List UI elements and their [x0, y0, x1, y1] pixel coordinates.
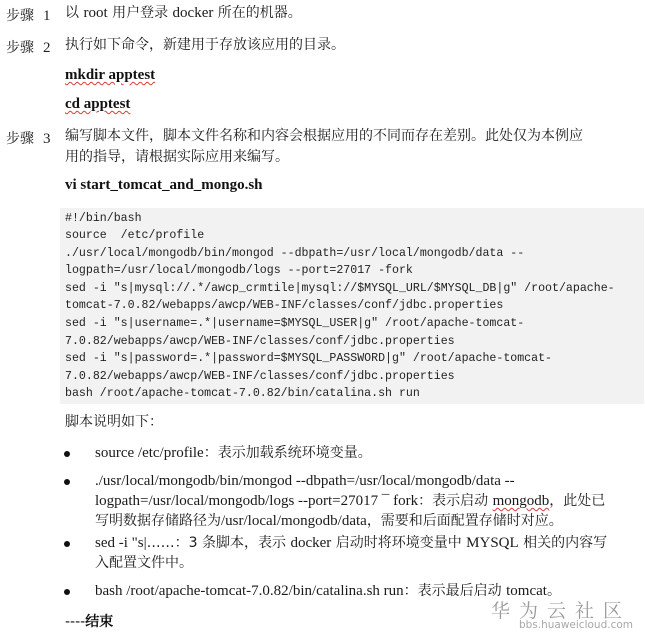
text: 。: [546, 583, 561, 599]
text: tomcat: [506, 583, 547, 599]
text-line: 用的指导，请根据实际应用来编写。: [65, 149, 289, 165]
text: sed -i "s|: [95, 535, 147, 551]
bullet-icon: [64, 589, 70, 595]
code-line: #!/bin/bash: [65, 212, 142, 225]
code-line: bash /root/apache-tomcat-7.0.82/bin/catalina.sh run: [65, 387, 420, 400]
watermark-url: bbs.huaweicloud.com: [518, 619, 633, 631]
command-vi: vi start_tomcat_and_mongo.sh: [65, 177, 263, 193]
text: ，需要和后面配置存储时对应。: [366, 513, 563, 529]
step-label-text: 步骤: [6, 131, 34, 147]
step-number: 2: [43, 40, 51, 56]
command-cd: [65, 96, 130, 113]
text: bash /root/apache-tomcat-7.0.82/bin/catalina.sh run: [95, 583, 404, 599]
step-2-text: 执行如下命令，新建用于存放该应用的目录。: [65, 37, 345, 53]
explanation-item-2: [95, 471, 643, 531]
code-line: logpath=/usr/local/mongodb/logs --port=27017 -fork: [65, 264, 413, 277]
code-line: sed -i "s|password=.*|password=$MYSQL_PASSWORD|g" /root/apache-tomcat-: [65, 352, 553, 365]
code-line: 7.0.82/webapps/awcp/WEB-INF/classes/conf/jdbc.properties: [65, 335, 455, 348]
step-1-text: [65, 3, 302, 24]
step-label-text: 步骤: [6, 40, 34, 56]
step-3-text: [65, 126, 643, 168]
code-line: ./usr/local/mongodb/bin/mongod --dbpath=/usr/local/mongodb/data --: [65, 247, 525, 260]
text: 写明数据存储路径为: [95, 513, 221, 529]
text: 相关的内容写: [518, 535, 608, 551]
text: MYSQL: [466, 535, 519, 551]
bullet-icon: [64, 479, 70, 485]
code-line: 7.0.82/webapps/awcp/WEB-INF/classes/conf/jdbc.properties: [65, 370, 455, 383]
text: mongodb: [492, 493, 550, 509]
text-line: 编写脚本文件，脚本文件名称和内容会根据应用的不同而存在差别。此处仅为本例应: [65, 128, 583, 144]
explanation-item-3: [95, 533, 643, 573]
text: 所在的机器。: [213, 5, 302, 21]
text: ：表示启动: [418, 493, 493, 509]
text-line: ./usr/local/mongodb/bin/mongod --dbpath=/usr/local/mongodb/data --: [95, 473, 515, 489]
step-label-text: 步骤: [6, 8, 34, 24]
text: /usr/local/mongodb/data: [221, 513, 367, 529]
text: root: [83, 5, 108, 21]
text: ……：3 条脚本，表示: [146, 535, 291, 551]
bullet-icon: [64, 541, 70, 547]
text: 启动时将环境变量中: [331, 535, 467, 551]
text: ：表示最后启动: [403, 583, 507, 599]
code-line: tomcat-7.0.82/webapps/awcp/WEB-INF/classes/conf/jdbc.properties: [65, 299, 504, 312]
step-2-label: [6, 37, 51, 57]
step-number: 3: [43, 131, 51, 147]
bullet-icon: [64, 451, 70, 457]
command-text: cd apptest: [65, 96, 131, 112]
end-marker: [65, 611, 113, 631]
code-line: source /etc/profile: [65, 229, 205, 242]
explanation-heading: 脚本说明如下：: [65, 414, 163, 430]
text-line: 入配置文件中。: [95, 555, 193, 571]
command-text: mkdir apptest: [65, 67, 156, 83]
code-line: sed -i "s|mysql://.*/awcp_crmtile|mysql://$MYSQL_URL/$MYSQL_DB|g" /root/apache-: [65, 282, 615, 295]
code-line: sed -i "s|username=.*|username=$MYSQL_USER|g" /root/apache-tomcat-: [65, 317, 525, 330]
step-1-label: [6, 5, 51, 25]
watermark-logo-text: 华为云社区: [490, 600, 631, 622]
text: ：表示加载系统环境变量。: [203, 445, 372, 461]
explanation-item-1: [95, 443, 643, 463]
text: logpath=/usr/local/mongodb/logs --port=27017 ¯ fork: [95, 493, 419, 509]
text: docker: [290, 535, 332, 551]
text: source /etc/profile: [95, 445, 204, 461]
step-number: 1: [43, 8, 51, 24]
end-text: 结束: [85, 614, 114, 630]
command-mkdir: [65, 67, 155, 84]
step-3-label: [6, 128, 51, 148]
text: 以: [65, 5, 84, 21]
text: docker: [172, 5, 214, 21]
text: 用户登录: [107, 5, 173, 21]
text: ，此处已: [549, 493, 606, 509]
dashes: ----: [65, 614, 86, 630]
